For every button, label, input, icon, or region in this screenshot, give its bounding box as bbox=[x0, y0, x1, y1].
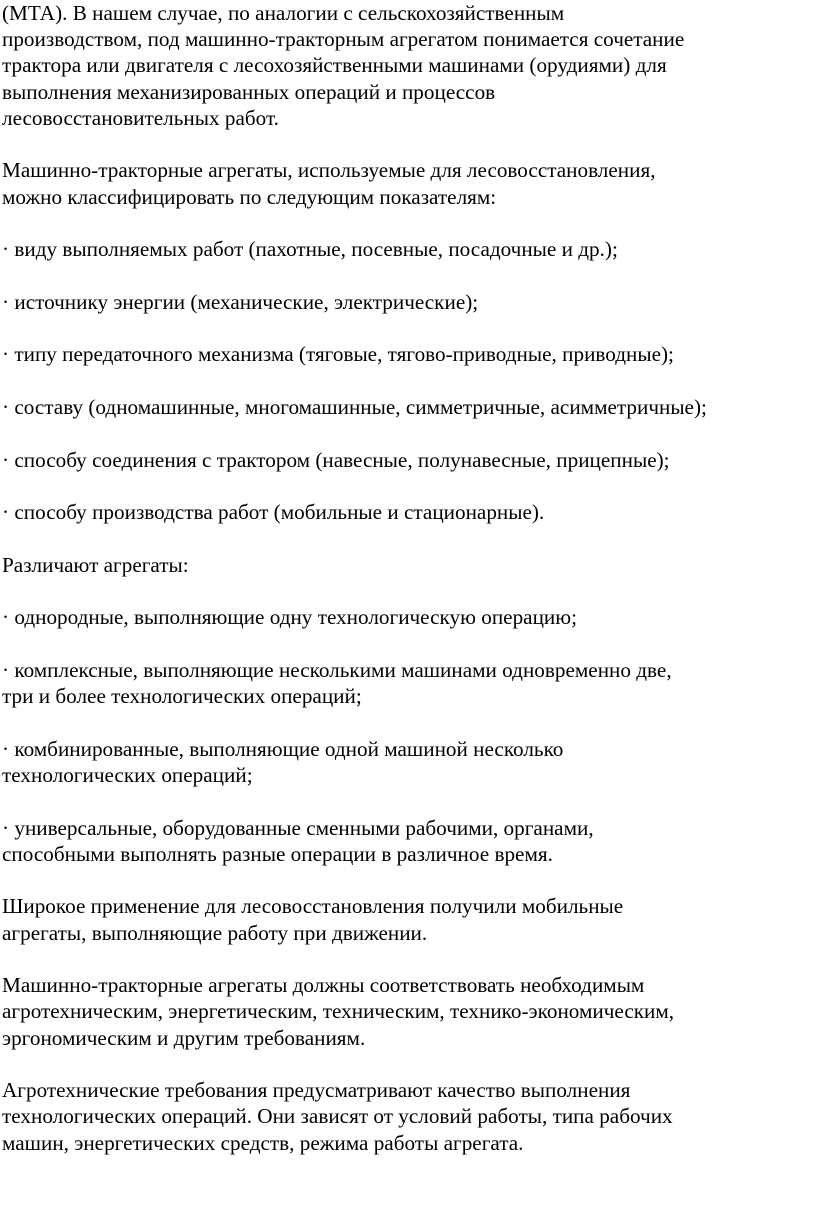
text-line: эргономическим и другим требованиям. bbox=[2, 1025, 366, 1050]
text-line: производством, под машинно-тракторным агрегатом понимается сочетание bbox=[2, 27, 685, 52]
document-page bbox=[2, 0, 814, 1182]
paragraph bbox=[2, 604, 814, 630]
text-line: способными выполнять разные операции в различное время. bbox=[2, 841, 553, 866]
text-line: · комбинированные, выполняющие одной машиной несколько bbox=[2, 736, 564, 761]
text-line: Агротехнические требования предусматривают качество выполнения bbox=[2, 1078, 631, 1103]
text-line: · типу передаточного механизма (тяговые, тягово-приводные, приводные); bbox=[2, 342, 674, 367]
paragraph bbox=[2, 972, 814, 1051]
text-line: Широкое применение для лесовосстановления получили мобильные bbox=[2, 894, 624, 919]
text-line: Различают агрегаты: bbox=[2, 552, 189, 577]
paragraph bbox=[2, 447, 814, 473]
text-line: трактора или двигателя с лесохозяйственными машинами (орудиями) для bbox=[2, 53, 667, 78]
text-line: технологических операций. Они зависят от условий работы, типа рабочих bbox=[2, 1104, 673, 1129]
text-line: Машинно-тракторные агрегаты должны соответствовать необходимым bbox=[2, 973, 645, 998]
text-line: · однородные, выполняющие одну технологическую операцию; bbox=[2, 605, 577, 630]
paragraph bbox=[2, 815, 814, 867]
paragraph bbox=[2, 893, 814, 945]
text-line: технологических операций; bbox=[2, 762, 253, 787]
paragraph bbox=[2, 657, 814, 709]
text-line: машин, энергетических средств, режима работы агрегата. bbox=[2, 1130, 524, 1155]
text-line: три и более технологических операций; bbox=[2, 684, 362, 709]
text-line: лесовосстановительных работ. bbox=[2, 105, 279, 130]
text-line: агротехническим, энергетическим, техническим, технико-экономическим, bbox=[2, 999, 675, 1024]
paragraph bbox=[2, 236, 814, 262]
text-line: · способу производства работ (мобильные и стационарные). bbox=[2, 500, 545, 525]
text-line: · источнику энергии (механические, электрические); bbox=[2, 289, 479, 314]
text-line: · виду выполняемых работ (пахотные, посевные, посадочные и др.); bbox=[2, 237, 618, 262]
text-line: агрегаты, выполняющие работу при движении. bbox=[2, 920, 428, 945]
text-line: · составу (одномашинные, многомашинные, симметричные, асимметричные); bbox=[2, 394, 707, 419]
paragraph bbox=[2, 157, 814, 209]
text-line: можно классифицировать по следующим показателям: bbox=[2, 184, 497, 209]
paragraph bbox=[2, 0, 814, 131]
paragraph bbox=[2, 394, 814, 420]
paragraph bbox=[2, 1077, 814, 1156]
paragraph bbox=[2, 552, 814, 578]
text-line: выполнения механизированных операций и процессов bbox=[2, 79, 496, 104]
paragraph bbox=[2, 289, 814, 315]
text-line: · универсальные, оборудованные сменными рабочими, органами, bbox=[2, 815, 594, 840]
text-line: · комплексные, выполняющие несколькими машинами одновременно две, bbox=[2, 657, 672, 682]
paragraph bbox=[2, 736, 814, 788]
text-line: (МТА). В нашем случае, по аналогии с сельскохозяйственным bbox=[2, 1, 565, 25]
paragraph bbox=[2, 341, 814, 367]
paragraph bbox=[2, 499, 814, 525]
text-line: Машинно-тракторные агрегаты, используемые для лесовосстановления, bbox=[2, 158, 656, 183]
text-line: · способу соединения с трактором (навесные, полунавесные, прицепные); bbox=[2, 447, 670, 472]
